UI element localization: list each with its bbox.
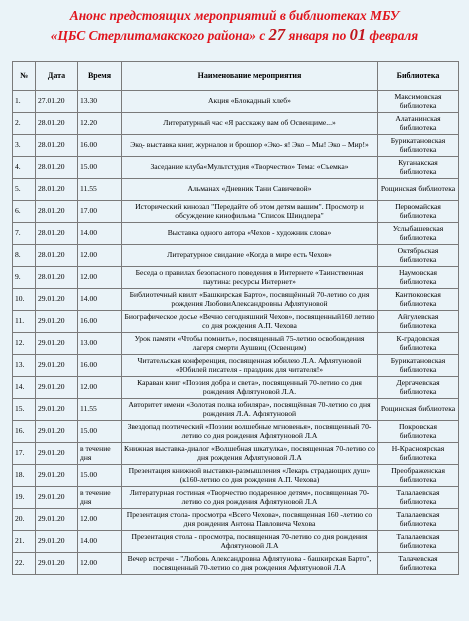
cell-event-name: Акция «Блокадный хлеб» — [122, 91, 378, 113]
title-line-2 — [0, 25, 469, 45]
cell-event-name: Авторитет имени «Золотая полка юбиляра», посвящённая 70-летию со дня рождения Л.А. Афлятуновой — [122, 399, 378, 421]
cell-number: 5. — [13, 179, 36, 201]
cell-date: 29.01.20 — [36, 399, 78, 421]
cell-time: 14.00 — [78, 531, 122, 553]
cell-event-name: Презентация стола - просмотра, посвященная 70-летию со дня рождения Афлятуновой Л.А — [122, 531, 378, 553]
cell-event-name: Читательская конференция, посвященная юбилею Л.А. Афлятуновой «Юбилей писателя - праздник для читателя!» — [122, 355, 378, 377]
cell-number: 15. — [13, 399, 36, 421]
cell-event-name: Экоָ- выставка книг, журналов и брошюр «Эко- я! Эко – Мы! Эко – Мир!» — [122, 135, 378, 157]
table-row — [13, 91, 459, 113]
cell-event-name: Биографическое досье «Вечно сегодняшний Чехов», посвященный160 летию со дня рождения А.П. Чехова — [122, 311, 378, 333]
cell-library: Рощинская библиотека — [378, 399, 459, 421]
title-line-1: Анонс предстоящих мероприятий в библиотеках МБУ — [69, 8, 400, 23]
cell-library: Преображенская библиотека — [378, 465, 459, 487]
cell-date: 28.01.20 — [36, 113, 78, 135]
cell-library: Талалаевская библиотека — [378, 487, 459, 509]
cell-time: 12.00 — [78, 245, 122, 267]
cell-number: 21. — [13, 531, 36, 553]
cell-library: Бурикатановская библиотека — [378, 135, 459, 157]
cell-date: 28.01.20 — [36, 157, 78, 179]
table-header-row — [13, 62, 459, 91]
cell-library: Покровская библиотека — [378, 421, 459, 443]
cell-date: 29.01.20 — [36, 531, 78, 553]
cell-date: 28.01.20 — [36, 245, 78, 267]
title-line-2-suffix: февраля — [366, 28, 419, 43]
cell-library: Талалаевская библиотека — [378, 531, 459, 553]
header-date: Дата — [36, 62, 78, 91]
cell-number: 9. — [13, 267, 36, 289]
table-row — [13, 201, 459, 223]
cell-number: 3. — [13, 135, 36, 157]
cell-date: 29.01.20 — [36, 289, 78, 311]
cell-time: в течение дня — [78, 443, 122, 465]
cell-event-name: Вечер встречи - "Любовь Александровна Афлятунова - башкирская Барто", посвященный 70-летию со дня рождения Афлятуновой Л.А — [122, 553, 378, 575]
header-time: Время — [78, 62, 122, 91]
cell-number: 11. — [13, 311, 36, 333]
cell-number: 6. — [13, 201, 36, 223]
cell-event-name: Литературное свидание «Когда в мире есть Чехов» — [122, 245, 378, 267]
cell-date: 28.01.20 — [36, 223, 78, 245]
cell-time: 14.00 — [78, 223, 122, 245]
cell-date: 27.01.20 — [36, 91, 78, 113]
cell-library: Куганакская библиотека — [378, 157, 459, 179]
table-row — [13, 487, 459, 509]
cell-time: в течение дня — [78, 487, 122, 509]
table-row — [13, 465, 459, 487]
cell-event-name: Урок памяти «Чтобы помнить», посвященный 75-летию освобождения лагеря смерти Аушвиц (Освенцим) — [122, 333, 378, 355]
cell-event-name: Библиотечный квилт «Башкирская Барто», посвящённый 70-летию со дня рождения ЛюбовиАлександровны Афлятуновой — [122, 289, 378, 311]
table-row — [13, 289, 459, 311]
cell-library: Рощинская библиотека — [378, 179, 459, 201]
table-row — [13, 509, 459, 531]
cell-event-name: Литературный час «Я расскажу вам об Освенциме...» — [122, 113, 378, 135]
cell-time: 11.55 — [78, 399, 122, 421]
cell-event-name: Презентация книжной выставки-размышления «Лекарь страдающих душ» (к160-летию со дня рождения А.П. Чехова) — [122, 465, 378, 487]
cell-time: 12.20 — [78, 113, 122, 135]
table-row — [13, 399, 459, 421]
cell-time: 14.00 — [78, 289, 122, 311]
table-row — [13, 135, 459, 157]
cell-number: 19. — [13, 487, 36, 509]
cell-time: 12.00 — [78, 377, 122, 399]
cell-library: Алатанинская библиотека — [378, 113, 459, 135]
cell-library: Первомайская библиотека — [378, 201, 459, 223]
cell-number: 18. — [13, 465, 36, 487]
cell-number: 12. — [13, 333, 36, 355]
header-library: Библиотека — [378, 62, 459, 91]
cell-event-name: Караван книг «Поэзия добра и света», посвященный 70-летию со дня рождения Афлятуновой Л.А. — [122, 377, 378, 399]
cell-time: 13.00 — [78, 333, 122, 355]
cell-library: Айгулевская библиотека — [378, 311, 459, 333]
table-row — [13, 267, 459, 289]
cell-date: 28.01.20 — [36, 267, 78, 289]
cell-event-name: Альманах «Дневник Тани Савичевой» — [122, 179, 378, 201]
cell-date: 29.01.20 — [36, 443, 78, 465]
cell-date: 28.01.20 — [36, 201, 78, 223]
events-table — [12, 61, 459, 575]
cell-time: 17.00 — [78, 201, 122, 223]
cell-date: 29.01.20 — [36, 509, 78, 531]
title-end-day: 01 — [349, 25, 367, 44]
cell-date: 29.01.20 — [36, 421, 78, 443]
table-row — [13, 377, 459, 399]
cell-event-name: Литературная гостиная «Творчество подаренное детям», посвященная 70-летию со дня рождения Афлятуновой Л.А — [122, 487, 378, 509]
events-table-body — [13, 91, 459, 575]
cell-number: 1. — [13, 91, 36, 113]
cell-library: Услыбашевская библиотека — [378, 223, 459, 245]
cell-number: 13. — [13, 355, 36, 377]
cell-number: 2. — [13, 113, 36, 135]
cell-number: 8. — [13, 245, 36, 267]
header-number: № — [13, 62, 36, 91]
table-row — [13, 443, 459, 465]
title-line-2-middle: января по — [285, 28, 350, 43]
cell-library: Кантюковская библиотека — [378, 289, 459, 311]
cell-date: 29.01.20 — [36, 553, 78, 575]
cell-number: 20. — [13, 509, 36, 531]
cell-date: 29.01.20 — [36, 355, 78, 377]
cell-number: 17. — [13, 443, 36, 465]
table-row — [13, 553, 459, 575]
cell-time: 15.00 — [78, 421, 122, 443]
cell-number: 16. — [13, 421, 36, 443]
cell-event-name: Выставка одного автора «Чехов - художник слова» — [122, 223, 378, 245]
cell-number: 22. — [13, 553, 36, 575]
cell-time: 16.00 — [78, 355, 122, 377]
cell-time: 15.00 — [78, 465, 122, 487]
table-row — [13, 421, 459, 443]
table-row — [13, 223, 459, 245]
cell-date: 28.01.20 — [36, 135, 78, 157]
table-row — [13, 245, 459, 267]
cell-time: 12.00 — [78, 553, 122, 575]
cell-library: Талалаевская библиотека — [378, 509, 459, 531]
cell-event-name: Заседание клуба«Мультстудия «Творчество» Тема: «Съемка» — [122, 157, 378, 179]
cell-library: Октябрьская библиотека — [378, 245, 459, 267]
cell-event-name: Беседа о правилах безопасного поведения в Интернете «Таинственная паутина: ресурсы Интернет» — [122, 267, 378, 289]
cell-date: 29.01.20 — [36, 465, 78, 487]
cell-library: Дергачевская библиотека — [378, 377, 459, 399]
cell-event-name: Звездопад поэтический «Поэзии волшебные мгновенья», посвященный 70-летию со дня рождения Афлятуновой Л.А — [122, 421, 378, 443]
cell-time: 12.00 — [78, 509, 122, 531]
table-row — [13, 157, 459, 179]
table-row — [13, 179, 459, 201]
cell-date: 29.01.20 — [36, 311, 78, 333]
table-row — [13, 311, 459, 333]
cell-date: 29.01.20 — [36, 377, 78, 399]
title-line-2-prefix: «ЦБС Стерлитамакского района» с — [50, 28, 269, 43]
cell-number: 4. — [13, 157, 36, 179]
cell-time: 11.55 — [78, 179, 122, 201]
cell-number: 7. — [13, 223, 36, 245]
cell-date: 29.01.20 — [36, 333, 78, 355]
cell-library: К-градовская библиотека — [378, 333, 459, 355]
header-event-name: Наименование мероприятия — [122, 62, 378, 91]
cell-event-name: Исторический кинозал "Передайте об этом детям вашим". Просмотр и обсуждение кинофильма "Список Шиндлера" — [122, 201, 378, 223]
cell-library: Бурикатановская библиотека — [378, 355, 459, 377]
cell-time: 16.00 — [78, 311, 122, 333]
cell-library: Максимовская библиотека — [378, 91, 459, 113]
table-row — [13, 531, 459, 553]
cell-date: 29.01.20 — [36, 487, 78, 509]
title-start-day: 27 — [268, 25, 286, 44]
cell-event-name: Книжная выставка-диалог «Волшебная шкатулка», посвященная 70-летию со дня рождения Афлятуновой Л.А — [122, 443, 378, 465]
cell-time: 15.00 — [78, 157, 122, 179]
cell-date: 28.01.20 — [36, 179, 78, 201]
cell-number: 14. — [13, 377, 36, 399]
table-row — [13, 333, 459, 355]
table-row — [13, 355, 459, 377]
cell-library: Талачевская библиотека — [378, 553, 459, 575]
cell-time: 16.00 — [78, 135, 122, 157]
cell-time: 12.00 — [78, 267, 122, 289]
table-row — [13, 113, 459, 135]
cell-number: 10. — [13, 289, 36, 311]
cell-library: Наумовская библиотека — [378, 267, 459, 289]
cell-time: 13.30 — [78, 91, 122, 113]
announcement-title — [0, 6, 469, 45]
cell-event-name: Презентация стола- просмотра «Всего Чехова», посвященная 160 -летию со дня рождения Антона Павловича Чехова — [122, 509, 378, 531]
cell-library: Н-Краснoярская библиотека — [378, 443, 459, 465]
